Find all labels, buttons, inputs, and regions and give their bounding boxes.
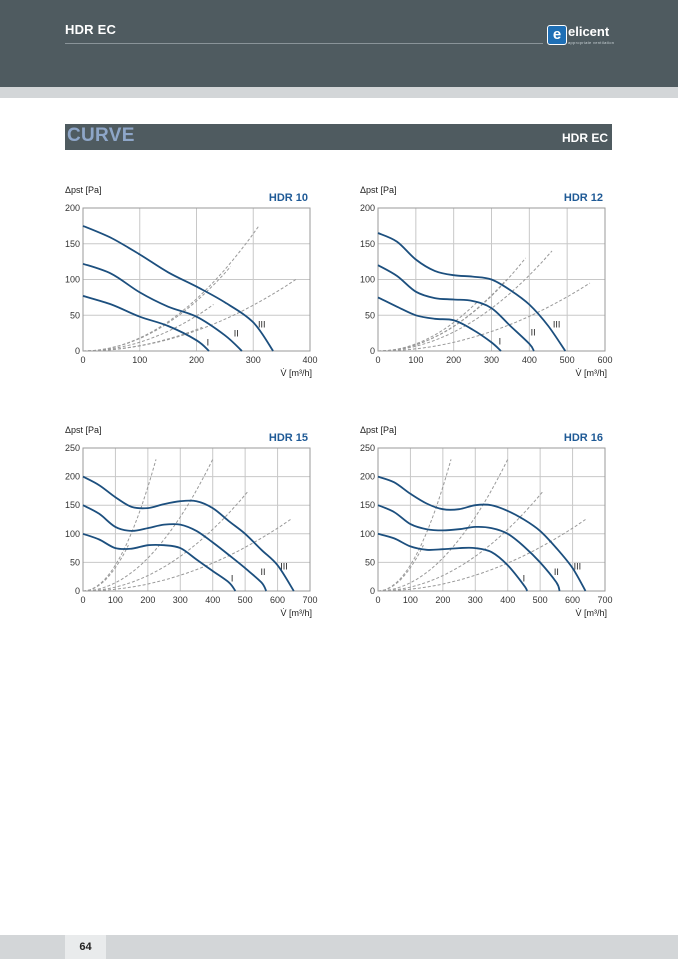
y-tick-label: 50 <box>364 310 375 321</box>
chart-hdr-10 <box>55 178 320 388</box>
y-axis-label: Δpst [Pa] <box>65 425 102 435</box>
section-bar <box>65 124 612 150</box>
x-tick-label: 100 <box>408 355 424 365</box>
header-divider <box>65 43 543 44</box>
page-header <box>0 0 678 87</box>
x-tick-label: 600 <box>270 595 286 605</box>
y-tick-label: 100 <box>359 528 375 539</box>
page-number-box <box>65 935 106 959</box>
x-tick-label: 300 <box>172 595 188 605</box>
curve-label: II <box>233 328 239 339</box>
section-model-label: HDR EC <box>561 131 608 145</box>
y-tick-label: 0 <box>74 586 80 596</box>
y-axis-label: Δpst [Pa] <box>360 185 397 195</box>
x-tick-label: 200 <box>188 355 205 365</box>
x-tick-label: 0 <box>375 595 381 605</box>
e-logo-icon: e <box>547 25 567 45</box>
logo-text: elicent <box>568 24 610 39</box>
x-axis-label: V̇ [m³/h] <box>575 368 607 378</box>
curve-i <box>83 296 209 351</box>
system-curve <box>378 301 478 351</box>
curve-ii <box>83 505 266 591</box>
system-curve <box>83 491 248 591</box>
x-tick-label: 300 <box>467 595 483 605</box>
x-tick-label: 700 <box>597 595 613 605</box>
y-tick-label: 100 <box>359 274 375 285</box>
x-axis-label: V̇ [m³/h] <box>280 608 312 618</box>
system-curve <box>83 545 128 591</box>
y-tick-label: 150 <box>359 238 375 249</box>
x-tick-label: 0 <box>80 355 86 365</box>
y-tick-label: 50 <box>69 557 80 568</box>
y-tick-label: 0 <box>369 346 375 356</box>
page-footer <box>0 935 678 959</box>
system-curve <box>378 545 423 591</box>
y-tick-label: 150 <box>359 500 375 511</box>
x-tick-label: 200 <box>435 595 451 605</box>
curve-label: II <box>530 327 536 338</box>
x-tick-label: 500 <box>559 355 575 365</box>
x-tick-label: 200 <box>140 595 156 605</box>
curve-label: III <box>552 319 561 330</box>
curve-label: I <box>498 336 502 347</box>
x-tick-label: 300 <box>245 355 261 365</box>
page-number: 64 <box>79 941 92 953</box>
y-tick-label: 0 <box>74 346 80 356</box>
chart-title: HDR 15 <box>268 432 308 444</box>
y-tick-label: 150 <box>64 500 80 511</box>
y-tick-label: 200 <box>359 203 375 213</box>
x-tick-label: 400 <box>500 595 516 605</box>
x-tick-label: 600 <box>565 595 581 605</box>
x-tick-label: 400 <box>205 595 221 605</box>
chart-title: HDR 16 <box>563 432 603 444</box>
x-tick-label: 100 <box>402 595 418 605</box>
curve-ii <box>83 264 242 351</box>
x-tick-label: 700 <box>302 595 318 605</box>
system-curve <box>83 226 259 351</box>
curve-label: III <box>258 319 266 330</box>
y-tick-label: 100 <box>64 528 80 539</box>
curve-i <box>378 297 501 351</box>
y-tick-label: 0 <box>369 586 375 596</box>
system-curve <box>378 258 526 351</box>
system-curve <box>83 327 202 351</box>
y-tick-label: 50 <box>364 557 375 568</box>
y-tick-label: 250 <box>359 443 375 453</box>
chart-title: HDR 10 <box>268 192 308 204</box>
curve-label: II <box>553 566 559 577</box>
curve-label: I <box>522 573 526 584</box>
y-tick-label: 200 <box>359 471 375 482</box>
chart-hdr-15 <box>55 418 320 628</box>
x-axis-label: V̇ [m³/h] <box>280 368 312 378</box>
header-band <box>0 87 678 98</box>
y-tick-label: 200 <box>64 203 80 213</box>
section-title: CURVE <box>67 125 135 146</box>
brand-logo <box>547 25 617 47</box>
y-tick-label: 200 <box>64 471 80 482</box>
x-tick-label: 400 <box>521 355 537 365</box>
header-title: HDR EC <box>65 22 117 37</box>
curve-label: I <box>206 337 210 348</box>
y-tick-label: 50 <box>69 310 80 321</box>
curve-label: I <box>230 573 234 584</box>
y-tick-label: 250 <box>64 443 80 453</box>
logo-tagline: appropriate ventilation <box>568 40 615 45</box>
x-tick-label: 400 <box>302 355 318 365</box>
curve-label: III <box>280 561 288 572</box>
x-tick-label: 200 <box>446 355 462 365</box>
x-tick-label: 0 <box>375 355 381 365</box>
chart-hdr-16 <box>350 418 615 628</box>
system-curve <box>83 459 156 591</box>
curve-iii <box>378 233 565 351</box>
x-tick-label: 600 <box>597 355 613 365</box>
y-axis-label: Δpst [Pa] <box>360 425 397 435</box>
curve-label: III <box>573 561 582 572</box>
y-tick-label: 150 <box>64 238 80 249</box>
x-tick-label: 300 <box>483 355 500 365</box>
x-tick-label: 500 <box>237 595 253 605</box>
chart-title: HDR 12 <box>563 192 603 204</box>
x-tick-label: 500 <box>532 595 548 605</box>
x-axis-label: V̇ [m³/h] <box>575 608 607 618</box>
x-tick-label: 0 <box>80 595 86 605</box>
curve-label: II <box>260 566 266 577</box>
x-tick-label: 100 <box>132 355 148 365</box>
chart-hdr-12 <box>350 178 615 388</box>
y-tick-label: 100 <box>64 274 80 285</box>
x-tick-label: 100 <box>107 595 123 605</box>
y-axis-label: Δpst [Pa] <box>65 185 102 195</box>
